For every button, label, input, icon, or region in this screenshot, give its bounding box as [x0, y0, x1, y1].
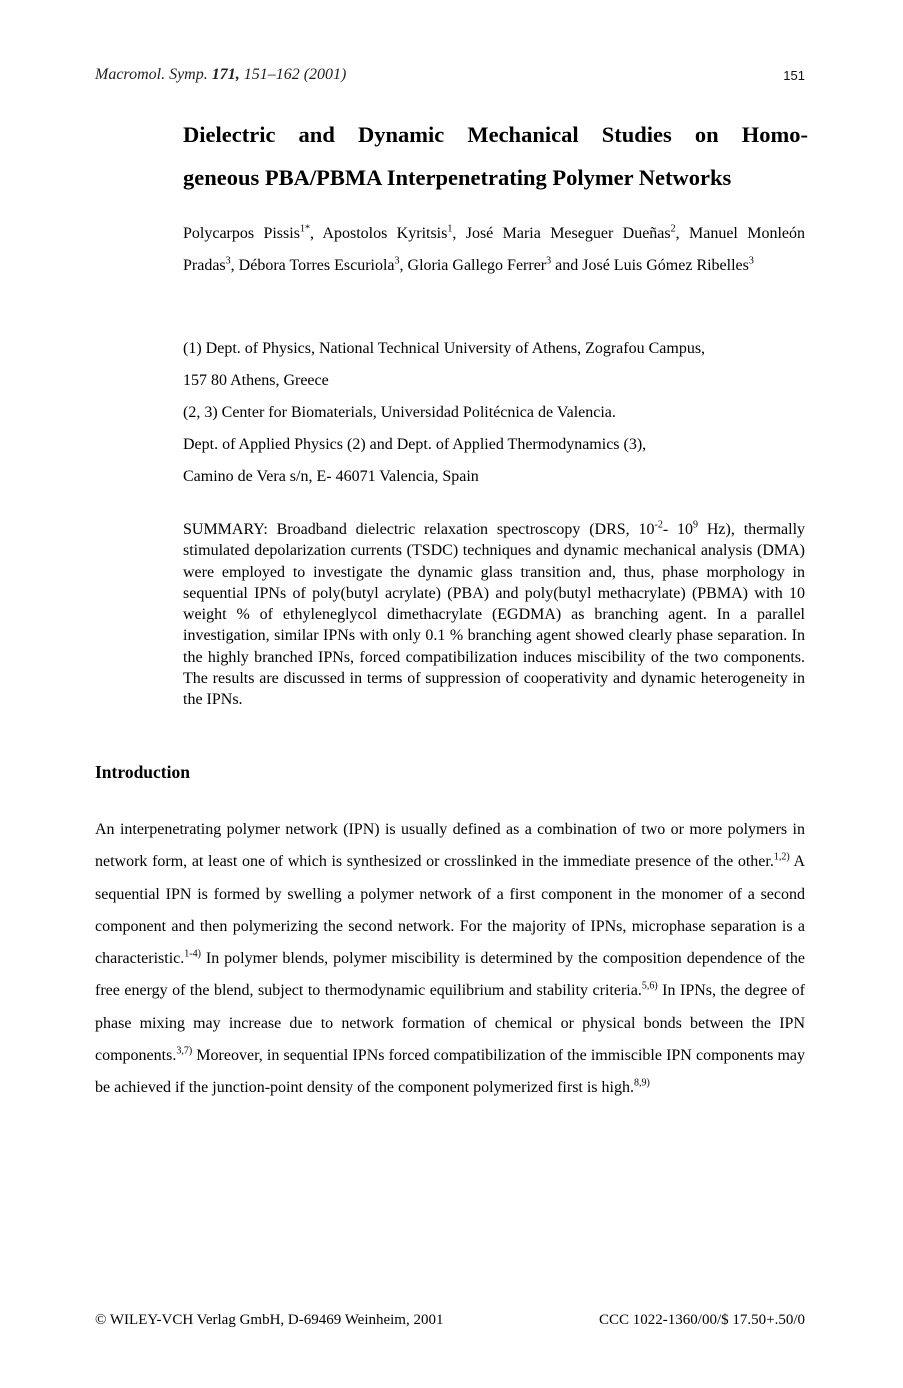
paragraph-text: In IPNs, the degree of phase mixing may increase due to network formation of chemical or physical bonds between the IPN components. — [95, 982, 805, 1065]
ccc-code: CCC 1022-1360/00/$ 17.50+.50/0 — [599, 1312, 805, 1328]
affiliation-line: (1) Dept. of Physics, National Technical University of Athens, Zografou Campus, — [183, 340, 706, 357]
journal-volume: 171, — [211, 66, 240, 83]
author-separator: , — [309, 225, 323, 242]
summary-text: SUMMARY: Broadband dielectric relaxation spectroscopy (DRS, 10 — [183, 521, 655, 538]
author-name: Apostolos Kyritsis — [322, 225, 448, 242]
journal-name: Macromol. Symp. — [95, 66, 212, 83]
journal-pages-year: 151–162 (2001) — [239, 66, 347, 83]
author-affiliation-mark: 1 — [447, 223, 453, 235]
author-list — [183, 218, 805, 282]
title-line-2: geneous PBA/PBMA Interpenetrating Polymer Networks — [183, 165, 732, 190]
author-name: Débora Torres Escuriola — [238, 257, 395, 274]
citation-superscript: 1,2) — [773, 851, 790, 863]
author-separator: and — [551, 257, 583, 274]
citation-superscript: 1-4) — [184, 948, 201, 960]
author-affiliation-mark: 3 — [748, 255, 754, 267]
author-affiliation-mark: 3 — [225, 255, 231, 267]
citation-superscript: 5,6) — [641, 981, 658, 993]
summary-superscript: -2 — [654, 519, 663, 531]
affiliations — [183, 333, 805, 493]
author-name: José Maria Meseguer Dueñas — [465, 225, 671, 242]
citation-superscript: 8,9) — [633, 1078, 650, 1090]
affiliation-line: Dept. of Applied Physics (2) and Dept. of Applied Thermodynamics (3), — [183, 436, 647, 453]
author-affiliation-mark: 3 — [546, 255, 552, 267]
author — [322, 225, 465, 242]
citation-superscript: 3,7) — [176, 1045, 193, 1057]
author — [466, 225, 689, 242]
author — [239, 257, 408, 274]
paper-title — [183, 113, 808, 199]
author-separator: , — [230, 257, 239, 274]
author-separator: , — [452, 225, 466, 242]
paragraph-text: A sequential IPN is formed by swelling a polymer network of a first component in the monomer of a second component and then polymerizing the second network. For the majority of IPNs, microphase separation is a characteristic. — [95, 853, 805, 968]
page-footer — [95, 1312, 805, 1332]
summary-text: Hz), thermally stimulated depolarization currents (TSDC) techniques and dynamic mechanical analysis (DMA) were employed to investigate the dynamic glass transition and, thus, phase morphology in sequential IPNs of poly(butyl acrylate) (PBA) and poly(butyl methacrylate) (PBMA) with 10 weight % of ethyleneglycol dimethacrylate (EGDMA) as branching agent. In a parallel investigation, similar IPNs with only 0.1 % branching agent showed clearly phase separation. In the highly branched IPNs, forced compatibilization induces miscibility of the two components. The results are discussed in terms of suppression of cooperativity and dynamic heterogeneity in the IPNs. — [183, 521, 806, 709]
journal-citation — [95, 66, 346, 84]
page-number: 151 — [783, 68, 805, 83]
author — [183, 225, 322, 242]
paragraph-text: An interpenetrating polymer network (IPN) is usually defined as a combination of two or more polymers in network form, at least one of which is synthesized or crosslinked in the immediate presence of the other. — [95, 821, 805, 871]
running-header — [95, 66, 805, 88]
introduction-paragraph — [95, 814, 805, 1105]
author-affiliation-mark: 3 — [394, 255, 400, 267]
abstract-summary — [183, 519, 805, 711]
copyright-notice: © WILEY-VCH Verlag GmbH, D-69469 Weinheim, 2001 — [95, 1312, 444, 1328]
affiliation-line: Camino de Vera s/n, E- 46071 Valencia, Spain — [183, 468, 479, 485]
affiliation-line: 157 80 Athens, Greece — [183, 372, 329, 389]
paragraph-text: In polymer blends, polymer miscibility is determined by the composition dependence of the free energy of the blend, subject to thermodynamic equilibrium and stability criteria. — [95, 950, 805, 1000]
author — [408, 257, 583, 274]
summary-superscript: 9 — [693, 519, 699, 531]
author-name: Gloria Gallego Ferrer — [407, 257, 547, 274]
author-affiliation-mark: 1* — [299, 223, 310, 235]
author-name: José Luis Gómez Ribelles — [582, 257, 749, 274]
author-separator: , — [399, 257, 408, 274]
summary-text: - 10 — [662, 521, 694, 538]
author-name: Polycarpos Pissis — [183, 225, 300, 242]
paragraph-text: Moreover, in sequential IPNs forced compatibilization of the immiscible IPN components may be achieved if the junction-point density of the component polymerized first is high. — [95, 1047, 805, 1097]
affiliation-line: (2, 3) Center for Biomaterials, Universidad Politécnica de Valencia. — [183, 404, 616, 421]
author-name: Manuel Monleón Pradas — [183, 225, 805, 274]
author-separator: , — [675, 225, 689, 242]
author-affiliation-mark: 2 — [670, 223, 676, 235]
author — [582, 257, 754, 274]
section-heading-introduction: Introduction — [95, 762, 190, 782]
title-line-1: Dielectric and Dynamic Mechanical Studies on Homo- — [183, 122, 808, 147]
